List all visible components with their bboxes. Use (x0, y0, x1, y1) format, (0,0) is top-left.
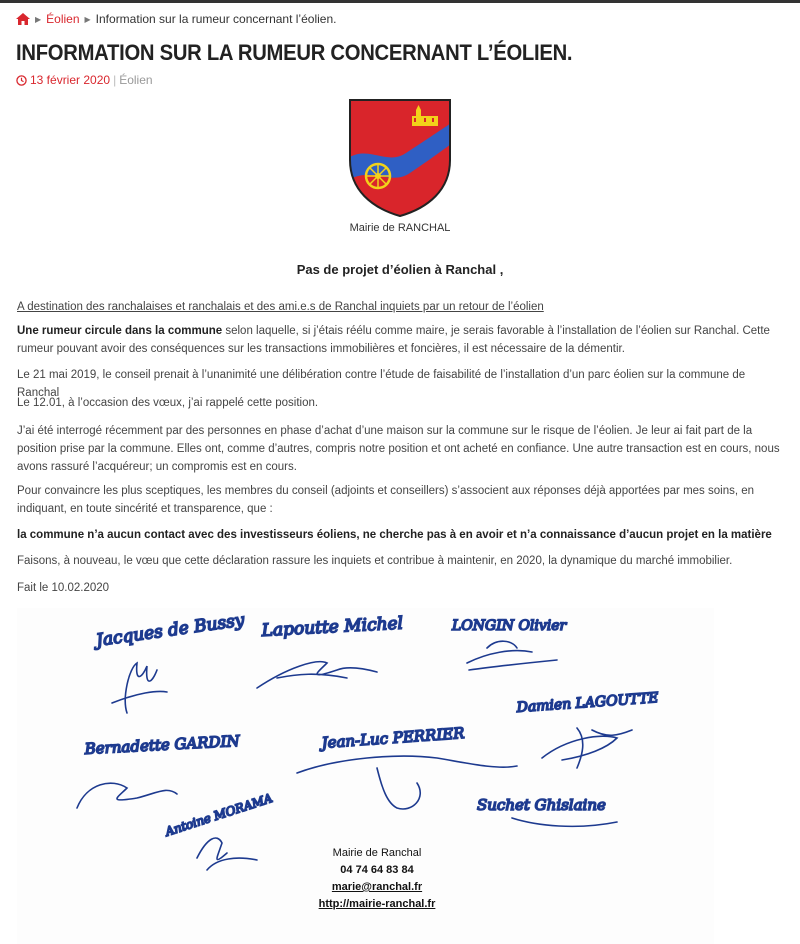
signature-name: Damien LAGOUTTE (516, 690, 660, 716)
breadcrumb-separator-icon: ▶ (35, 14, 42, 24)
signature-name: Lapoutte Michel (261, 613, 404, 641)
paragraph-rumor-text: selon laquelle, si j’étais réélu comme maire, je serais favorable à l’installation de l’éolien sur Ranchal. Cette rumeur pouvant avoir des conséquences sur les transactions immobilières et foncières, il est nécessaire de la démentir. (17, 325, 770, 355)
clock-icon (16, 75, 27, 86)
signature-name: LONGIN Olivier (452, 618, 567, 634)
breadcrumb-current: Information sur la rumeur concernant l’éolien. (95, 12, 337, 26)
signature-scribble (467, 641, 557, 670)
signatures-image (17, 608, 714, 944)
signature-name: Bernadette GARDIN (84, 731, 241, 758)
paragraph-voeux: Le 12.01, à l’occasion des vœux, j’ai rappelé cette position. (17, 397, 319, 409)
paragraph-rumor-bold: Une rumeur circule dans la commune (17, 325, 223, 337)
breadcrumb (16, 12, 336, 26)
paragraph-buyers: J’ai été interrogé récemment par des personnes en phase d’achat d’une maison sur la commune sur le risque de l’éolien. Je leur ai fait part de la position prise par la commune. Elles ont, comme d’autres, compris notre position et ont acheté en confiance. Une autre transaction est en cours, nous avons rassuré l’acquéreur; un compromis est en cours. (17, 425, 780, 473)
contact-email-link[interactable]: marie@ranchal.fr (331, 881, 423, 893)
paragraph-date: Fait le 10.02.2020 (17, 582, 110, 594)
signature-name: Antoine MORAMA (163, 791, 275, 839)
breadcrumb-separator-icon: ▶ (84, 14, 91, 24)
post-date-link[interactable]: 13 février 2020 (30, 73, 111, 87)
paragraph-wish: Faisons, à nouveau, le vœu que cette déclaration rassure les inquiets et contribue à maintenir, en 2020, la dynamique du marché immobilier. (17, 555, 733, 567)
breadcrumb-category-link[interactable]: Éolien (46, 12, 80, 26)
post-meta (16, 73, 153, 87)
signature-scribble (77, 783, 177, 808)
meta-separator: | (113, 73, 117, 87)
post-category-link[interactable]: Éolien (119, 73, 153, 87)
article-headline: Pas de projet d’éolien à Ranchal , (296, 262, 504, 277)
paragraph-council: Pour convaincre les plus sceptiques, les membres du conseil (adjoints et conseillers) s’associent aux réponses déjà apportées par mes soins, en indiquant, en toute sincérité et transparence, que : (17, 485, 755, 515)
signature-scribble (112, 663, 167, 713)
contact-block (297, 845, 457, 913)
crest-caption: Mairie de RANCHAL (349, 222, 451, 234)
signature-scribble (257, 662, 377, 688)
signature-name: Jacques de Bussy (94, 610, 246, 651)
coat-of-arms-image (344, 98, 456, 218)
paragraph-statement: la commune n’a aucun contact avec des investisseurs éoliens, ne cherche pas à en avoir et n’a connaissance d’aucun projet en la matière (17, 529, 772, 541)
article-page (0, 3, 800, 941)
contact-office: Mairie de Ranchal (332, 847, 422, 859)
paragraph-deliberation: Le 21 mai 2019, le conseil prenait à l’unanimité une délibération contre l’étude de faisabilité de l’installation d’un parc éolien sur la commune de Ranchal (17, 369, 746, 399)
signature-scribble (542, 728, 632, 768)
signature-name: Jean-Luc PERRIER (321, 724, 466, 752)
intro-paragraph: A destination des ranchalaises et ranchalais et des ami.e.s de Ranchal inquiets par un retour de l’éolien (17, 301, 544, 313)
paragraph-rumor (17, 322, 789, 358)
home-icon[interactable] (16, 13, 30, 25)
signature-name: Suchet Ghislaine (477, 796, 606, 814)
contact-phone: 04 74 64 83 84 (340, 864, 414, 876)
contact-website-link[interactable]: http://mairie-ranchal.fr (318, 898, 436, 910)
page-title: INFORMATION SUR LA RUMEUR CONCERNANT L’ÉOLIEN. (16, 40, 573, 65)
